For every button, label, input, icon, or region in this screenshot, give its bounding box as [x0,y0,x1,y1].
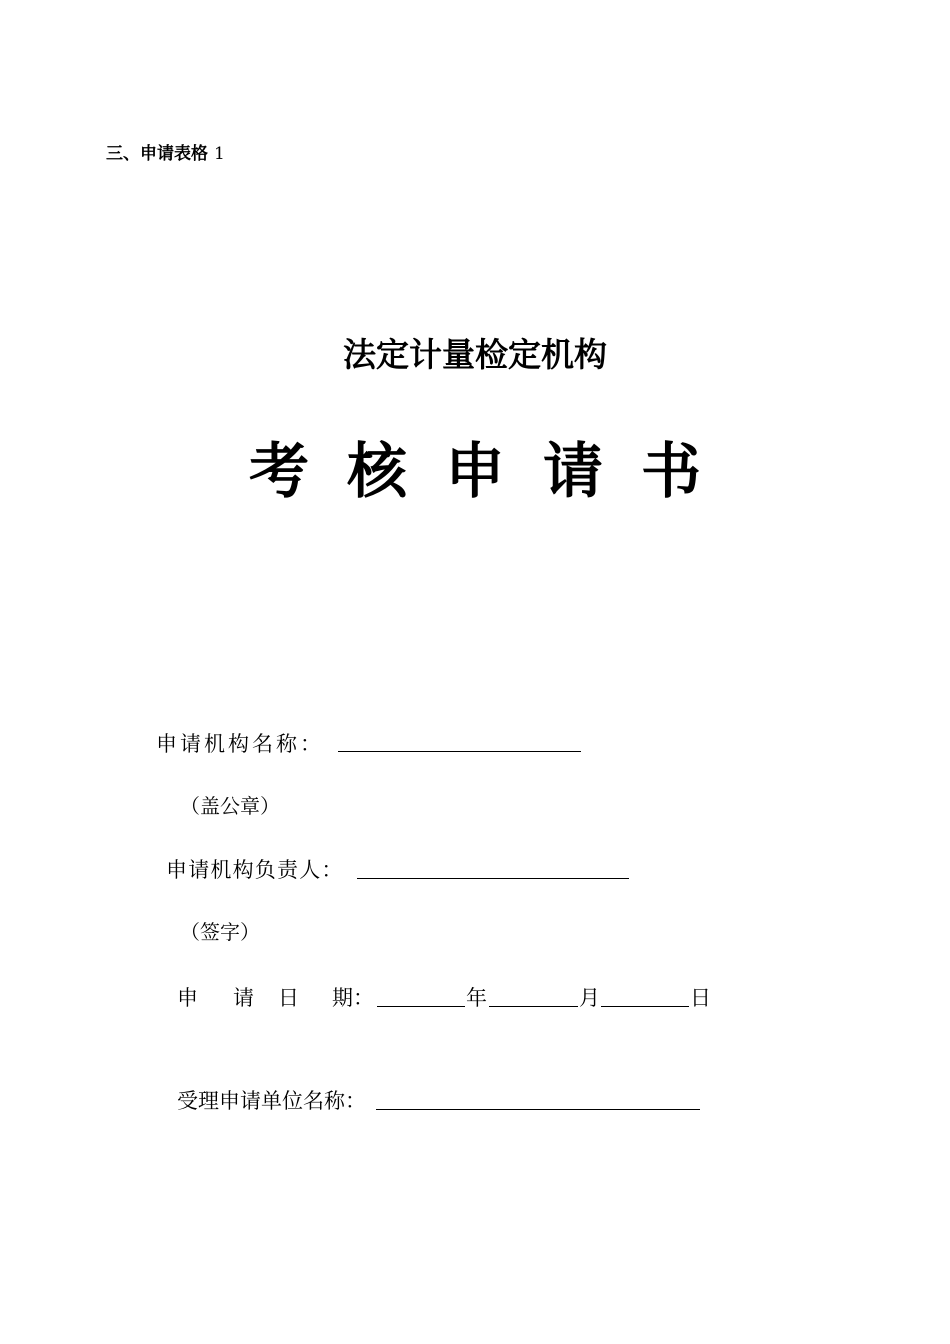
title-char: 考 [249,437,309,507]
date-label-char: 申 [177,986,198,1010]
document-title [0,434,950,510]
title-char: 核 [347,437,407,507]
date-day-unit: 日 [690,986,711,1010]
section-number: 1 [214,144,225,164]
date-year-unit: 年 [466,986,487,1010]
date-label-char: 日 [278,986,299,1010]
date-year-field[interactable] [377,1006,465,1007]
org-name-field[interactable] [338,751,581,752]
title-char: 书 [641,437,701,507]
head-label: 申请机构负责人： [166,858,344,882]
document-subtitle: 法定计量检定机构 [343,335,607,374]
head-signature-field[interactable] [357,878,629,879]
receiver-label: 受理申请单位名称： [177,1089,366,1113]
date-day-field[interactable] [601,1006,689,1007]
section-heading [106,142,225,166]
date-month-unit: 月 [579,986,600,1010]
date-label-char: 请 [233,986,254,1010]
date-month-field[interactable] [489,1006,578,1007]
title-char: 请 [543,437,603,507]
date-label-char: 期： [332,986,374,1010]
org-name-label: 申请机构名称： [156,732,324,756]
sign-note: （签字） [180,920,260,944]
seal-note: （盖公章） [180,794,280,818]
receiver-name-field[interactable] [376,1109,700,1110]
title-char: 申 [445,437,505,507]
section-heading-text: 三、申请表格 [106,144,208,164]
